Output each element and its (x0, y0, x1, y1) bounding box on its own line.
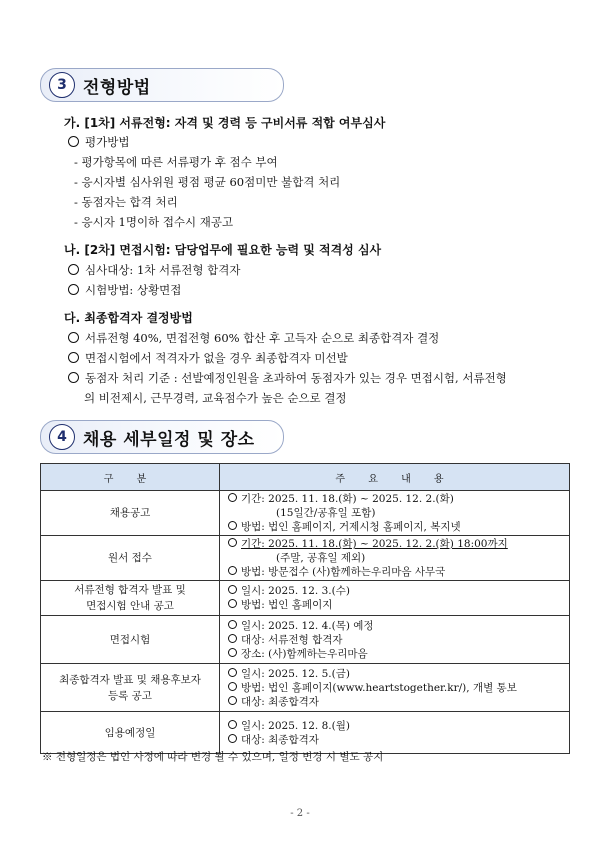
row-content: 일시: 2025. 12. 8.(월) 대상: 최종합격자 (220, 712, 570, 754)
circle-bullet-icon (228, 682, 237, 691)
circle-bullet-icon (228, 720, 237, 729)
list-item: 심사대상: 1차 서류전형 합격자 (68, 262, 240, 278)
row-label: 채용공고 (41, 491, 220, 536)
list-item: 동점자 처리 기준 : 선발예정인원을 초과하여 동점자가 있는 경우 면접시험, 서류전형 (68, 370, 507, 386)
list-item: - 동점자는 합격 처리 (74, 195, 178, 209)
circle-bullet-icon (68, 284, 79, 295)
circle-bullet-icon (68, 332, 79, 343)
circle-bullet-icon (68, 136, 79, 147)
row-content: 기간: 2025. 11. 18.(화) ~ 2025. 12. 2.(화) 18:00까지 (주말, 공휴일 제외) 방법: 방문접수 (사)함께하는우리마음 사무국 (220, 536, 570, 581)
circle-bullet-icon (228, 696, 237, 705)
row-label: 서류전형 합격자 발표 및 면접시험 안내 공고 (41, 581, 220, 616)
circle-bullet-icon (68, 264, 79, 275)
row-label: 임용예정일 (41, 712, 220, 754)
list-item: - 응시자별 심사위원 평점 평균 60점미만 불합격 처리 (74, 175, 341, 189)
table-row (41, 491, 570, 536)
list-item: 시험방법: 상황면접 (68, 282, 181, 298)
list-item: 평가방법 (68, 134, 129, 150)
section-number: 3 (49, 72, 75, 98)
row-label: 원서 접수 (41, 536, 220, 581)
list-item: - 평가항목에 따른 서류평가 후 점수 부여 (74, 155, 278, 169)
circle-bullet-icon (228, 585, 237, 594)
row-label: 최종합격자 발표 및 채용후보자 등록 공고 (41, 664, 220, 712)
column-header-category: 구 분 (41, 464, 220, 491)
circle-bullet-icon (68, 352, 79, 363)
circle-bullet-icon (228, 634, 237, 643)
subsection-c-title: 다. 최종합격자 결정방법 (64, 311, 193, 325)
schedule-table (40, 463, 570, 754)
circle-bullet-icon (68, 372, 79, 383)
subsection-a-title: 가. [1차] 서류전형: 자격 및 경력 등 구비서류 적합 여부심사 (64, 116, 386, 130)
section-title: 전형방법 (83, 78, 151, 98)
circle-bullet-icon (228, 599, 237, 608)
circle-bullet-icon (228, 734, 237, 743)
circle-bullet-icon (228, 493, 237, 502)
circle-bullet-icon (228, 648, 237, 657)
table-row (41, 664, 570, 712)
list-item: 면접시험에서 적격자가 없을 경우 최종합격자 미선발 (68, 350, 348, 366)
circle-bullet-icon (228, 620, 237, 629)
footnote: ※ 전형일정은 법인 사정에 따라 변경 될 수 있으며, 일정 변경 시 별도 공지 (42, 751, 384, 763)
circle-bullet-icon (228, 566, 237, 575)
table-row (41, 536, 570, 581)
section-title: 채용 세부일정 및 장소 (83, 430, 255, 450)
circle-bullet-icon (228, 521, 237, 530)
column-header-details: 주 요 내 용 (220, 464, 570, 491)
section-3-header (40, 68, 284, 102)
section-number: 4 (49, 424, 75, 450)
row-content: 기간: 2025. 11. 18.(화) ~ 2025. 12. 2.(화) (15일간/공휴일 포함) 방법: 법인 홈페이지, 거제시청 홈페이지, 복지넷 (220, 491, 570, 536)
section-4-header (40, 420, 284, 454)
row-content: 일시: 2025. 12. 3.(수) 방법: 법인 홈페이지 (220, 581, 570, 616)
table-row (41, 581, 570, 616)
list-item: - 응시자 1명이하 접수시 재공고 (74, 215, 234, 229)
list-item: 서류전형 40%, 면접전형 60% 합산 후 고득자 순으로 최종합격자 결정 (68, 330, 439, 346)
row-content: 일시: 2025. 12. 4.(목) 예정 대상: 서류전형 합격자 장소: (사)함께하는우리마음 (220, 616, 570, 664)
list-item-continuation: 의 비전제시, 근무경력, 교육점수가 높은 순으로 결정 (84, 391, 347, 405)
row-content: 일시: 2025. 12. 5.(금) 방법: 법인 홈페이지(www.heartstogether.kr/), 개별 통보 대상: 최종합격자 (220, 664, 570, 712)
table-header-row (41, 464, 570, 491)
page-number: - 2 - (290, 808, 310, 819)
table-row (41, 616, 570, 664)
row-label: 면접시험 (41, 616, 220, 664)
circle-bullet-icon (228, 668, 237, 677)
circle-bullet-icon (228, 538, 237, 547)
subsection-b-title: 나. [2차] 면접시험: 담당업무에 필요한 능력 및 적격성 심사 (64, 243, 382, 257)
table-row (41, 712, 570, 754)
